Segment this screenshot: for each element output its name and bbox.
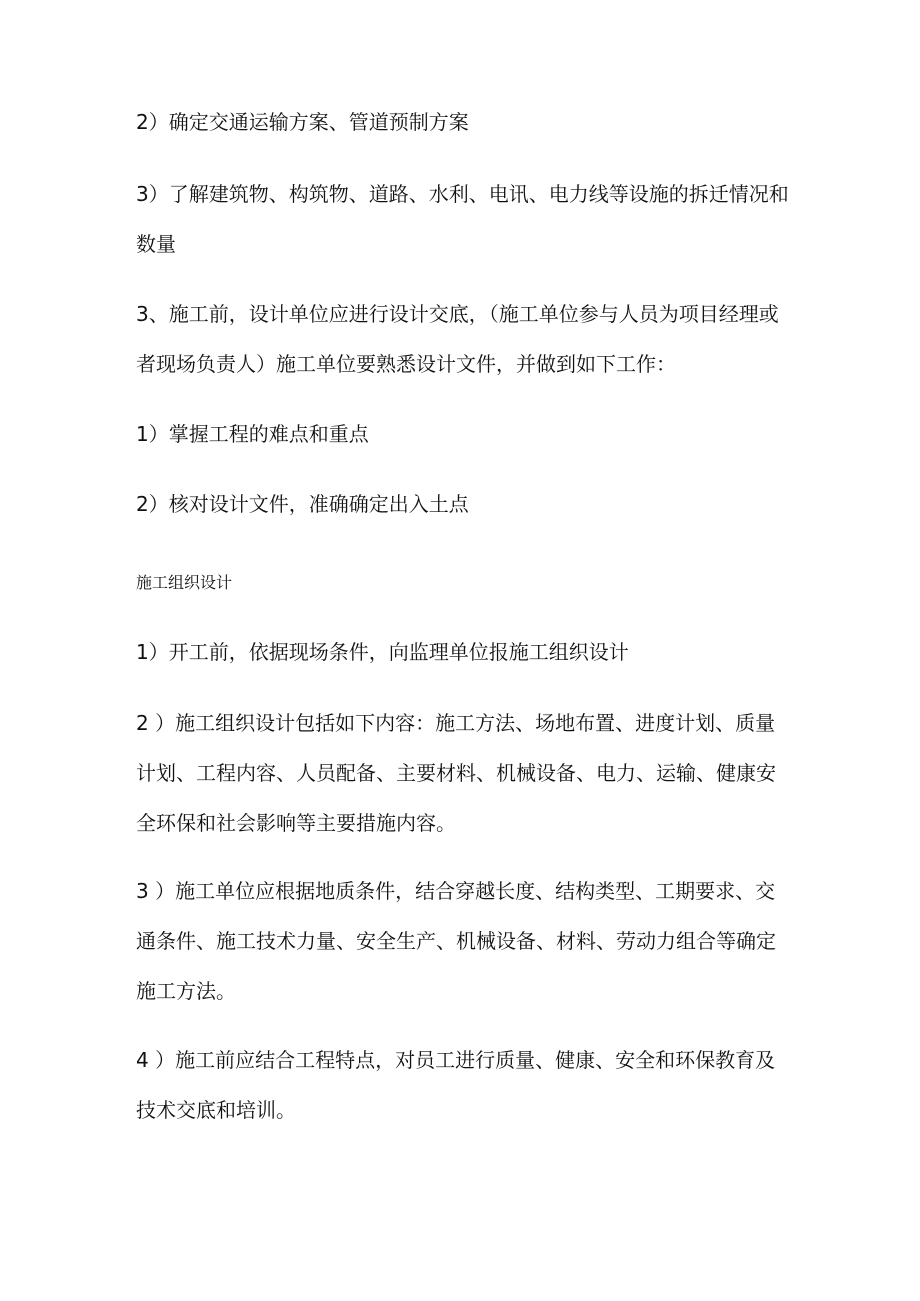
- text-line: 1）开工前，依据现场条件，向监理单位报施工组织设计: [136, 640, 629, 664]
- text-line: 施工方法。: [136, 979, 236, 1003]
- text-line: 计划、工程内容、人员配备、主要材料、机械设备、电力、运输、健康安: [136, 761, 776, 785]
- text-line: 技术交底和培训。: [136, 1098, 296, 1122]
- text-line: 3）了解建筑物、构筑物、道路、水利、电讯、电力线等设施的拆迁情况和: [136, 182, 789, 206]
- text-line: 1）掌握工程的难点和重点: [136, 422, 369, 446]
- text-line: 者现场负责人）施工单位要熟悉设计文件，并做到如下工作：: [136, 352, 676, 376]
- text-line: 2 ）施工组织设计包括如下内容：施工方法、场地布置、进度计划、质量: [136, 711, 776, 735]
- text-line: 3、施工前，设计单位应进行设计交底，（施工单位参与人员为项目经理或: [136, 302, 779, 326]
- text-line: 2）确定交通运输方案、管道预制方案: [136, 110, 469, 134]
- text-line: 2）核对设计文件，准确确定出入土点: [136, 492, 469, 516]
- section-heading: 施工组织设计: [136, 573, 233, 592]
- text-line: 4 ）施工前应结合工程特点，对员工进行质量、健康、安全和环保教育及: [136, 1048, 776, 1072]
- text-line: 数量: [136, 232, 176, 256]
- text-line: 全环保和社会影响等主要措施内容。: [136, 811, 456, 835]
- text-line: 3 ）施工单位应根据地质条件，结合穿越长度、结构类型、工期要求、交: [136, 879, 776, 903]
- text-line: 通条件、施工技术力量、安全生产、机械设备、材料、劳动力组合等确定: [136, 929, 776, 953]
